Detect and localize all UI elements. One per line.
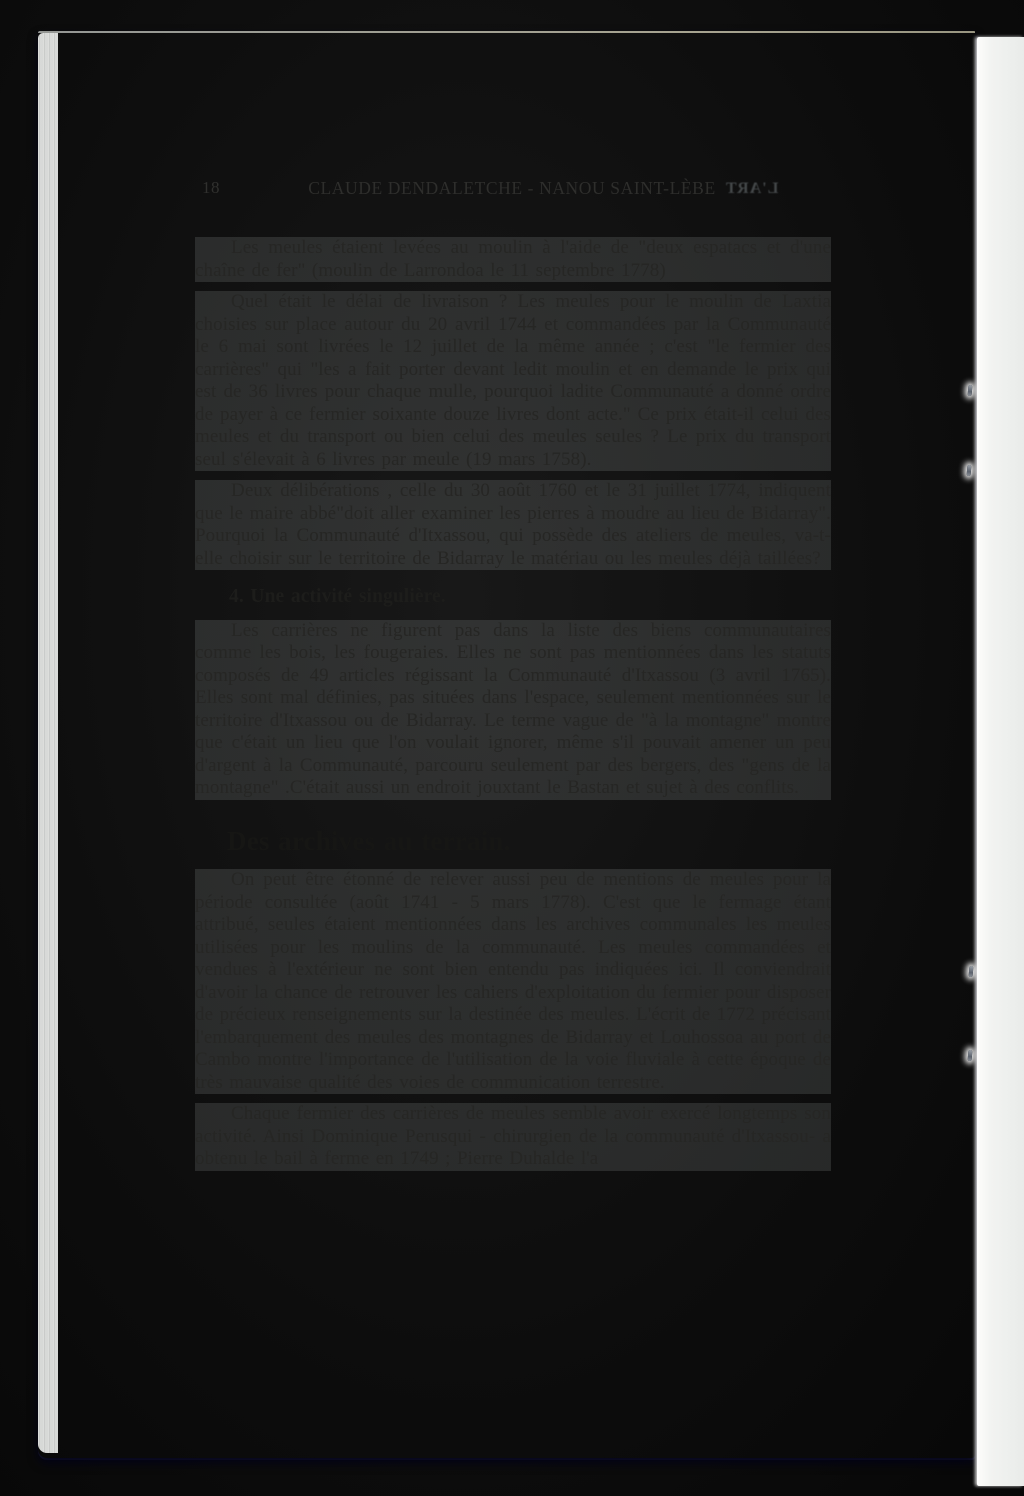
body-text [195, 237, 831, 1180]
paragraph-2: Quel était le délai de livraison ? Les meules pour le moulin de Laxtia choisies sur place autour du 20 avril 1744 et commandées par la Communauté le 6 mai sont livrées le 12 juillet de la même année ; c'est "le fermier des carrières" qui "les a fait porter devant ledit moulin et en demande le prix qui est de 36 livres pour chaque mulle, pourquoi ladite Communauté a donné ordre de payer à ce fermier soixante douze livres dont acte." Ce prix était-il celui des meules et du transport ou bien celui des meules seules ? Le prix du transport seul s'élevait à 6 livres par meule (19 mars 1758). [195, 291, 831, 470]
chapter-heading: Des archives au terrain. [227, 825, 511, 856]
paragraph-4: Les carrières ne figurent pas dans la liste des biens communautaires comme les bois, les fougeraies. Elles ne sont pas mentionnées dans les statuts composés de 49 articles régissant la Communauté d'Itxassou (3 avril 1765). Elles sont mal définies, pas situées dans l'espace, seulement mentionnées sur le territoire d'Itxassou ou de Bidarray. Le terme vague de "à la montagne" montre que c'était un lieu que l'on voulait ignorer, même s'il pouvait amener un peu d'argent à la Communauté, parcouru seulement par des bergers, des "gens de la montagne" .C'était aussi un endroit jouxtant le Bastan et sujet à des conflits. [195, 619, 831, 798]
paragraph-3: Deux délibérations , celle du 30 août 1760 et le 31 juillet 1774, indiquent que le maire abbé"doit aller examiner les pierres à moudre au lieu de Bidarray". Pourquoi la Communauté d'Itxassou, qui possède des ateliers de meules, va-t-elle choisir sur le territoire de Bidarray le matériau ou les meules déjà taillées? [195, 480, 831, 569]
page-header [195, 178, 829, 202]
page-top-edge [38, 31, 975, 33]
page-edge-stack [38, 33, 58, 1453]
paragraph-6: Chaque fermier des carrières de meules semble avoir exercé longtemps son activité. Ainsi Dominique Perusqui - chirurgien de la communauté d'Itxassou- a obtenu le bail à ferme en 1749 ; Pierre Duhalde l'a [195, 1103, 831, 1169]
running-header: CLAUDE DENDALETCHE - NANOU SAINT-LÈBE [308, 178, 716, 198]
paragraph-1: Les meules étaient levées au moulin à l'aide de "deux espatacs et d'une chaîne de fer" (moulin de Larrondoa le 11 septembre 1778) [195, 237, 831, 281]
stitch-mark [968, 1050, 973, 1061]
stitch-mark [969, 966, 974, 977]
page-number: 18 [202, 178, 220, 197]
section-heading: 4. Une activité singulière. [229, 586, 446, 607]
facing-page-edge [977, 37, 1024, 1486]
stitch-mark [967, 465, 972, 476]
book-page [38, 31, 975, 1458]
bleedthrough-text: L'ART [725, 180, 779, 197]
stitch-mark [968, 385, 973, 396]
paragraph-5: On peut être étonné de relever aussi peu de mentions de meules pour la période consultée (août 1741 - 5 mars 1778). C'est que le fermage étant attribué, seules étaient mentionnées dans les archives communales les meules utilisées pour les moulins de la communauté. Les meules commandées et vendues à l'extérieur ne sont bien entendu pas indiquées ici. Il conviendrait d'avoir la chance de retrouver les cahiers d'exploitation du fermier pour disposer de précieux renseignements sur la destinée des meules. L'écrit de 1772 précisant l'embarquement des meules des montagnes de Bidarray et Louhossoa au port de Cambo montre l'importance de l'utilisation de la voie fluviale à cette époque de très mauvaise qualité des voies de communication terrestre. [195, 869, 831, 1093]
